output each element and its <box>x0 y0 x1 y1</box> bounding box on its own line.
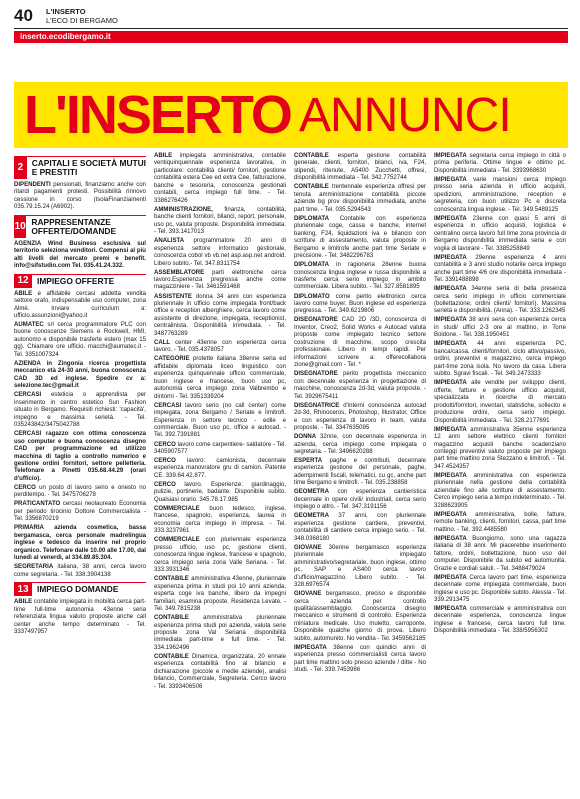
classified-ad: IMPIEGATA 34enne seria di bella presenza cerca serio impiego in ufficio commerciale (bollettazione, ordini clienti/ fornitori). Massima serietà e disponibilità. (Anna). - Tel. 333.1262345 <box>434 286 566 315</box>
classified-ad: AMMINISTRAZIONE, finanza, contabilità, banche clienti fornitori, bilanci, report, personale, uso pc, valuta proposte. Disponibilità immediata. - Tel. 393.1417013 <box>154 206 286 236</box>
classified-ad: DIPLOMATA Contabile con esperienza pluriennale coge, cassa e banche, internet banking, F24, liquidazioni iva e bilancio con scritture di assestamento, valuta proposte in Bergamo e limitrofe anche part time Seriate e precisione. - Tel. 3482296783 <box>294 215 426 260</box>
classified-ad: AZIENDA in Zingonia ricerca progettista meccanico età 24-30 anni, buona conoscenza CAD 3D ed inglese. Spedire cv a: selezione.tec@gmail.it <box>14 360 146 390</box>
classified-ad: CERCASI esteticia o apprendista per inserimento in centro estetico Sun Fashion situato in Bergamo. Requisiti richiesti: 'capacità', impegno e massima serietà. - Tel. 035243842/3475042788 <box>14 392 146 429</box>
classified-ad: IMPIEGATA Cerca lavoro part time, esperienza decennale come impiegata commerciale, buon inglese e uso pc. Disponibile subito. Alessia - Tel. 339.2913475 <box>434 574 566 603</box>
banner-title-bold: L'INSERTO <box>24 85 291 145</box>
classified-ad: ESPERTA paghe e contributi, decennale esperienza gestione del personale, paghe, adempimenti fiscali, telematici, cu gc, anche part time Bergamo e limitrofi. - Tel. 035.238858 <box>294 458 426 487</box>
classified-ad: CONTABILE amministrativa pluriennale esperienza prima studi poi azienda, valuta serie proposte zona Val Seriana disponibilità immediata part-time e full time. - Tel. 334.1962496 <box>154 615 286 651</box>
classified-ad: CERCO lavoro: camionista, decennale esperienza manovratore gru di camion. Patente CE. 339.64.42.877. <box>154 458 286 479</box>
classified-ad: ASSISTENTE donna 34 anni con esperienza pluriennale in ufficio come impiegata front/back office e reception alberghiere, cerca lavoro come assistente di direzione, impiegata, receptionist, centralinista. Disponibilità immediata. - Tel. 3487763289 <box>154 293 286 337</box>
section-title: IMPIEGO DOMANDE <box>37 584 119 595</box>
classified-ad: CERCASI ragazzo con ottima conoscenza uso computer e buona conoscenza disegno CAD per programmazione ed utilizzo macchina di taglio a controllo numerico e gestione ordini fornitori, settore pelletteria. Telefonare a Pinetti 035.68.44.29 (orari d'ufficio). <box>14 431 146 482</box>
classified-ad: IMPIEGATA amministrativa 35enne esperienza 12 anni settore elettrico clienti fornitori magazzino acquisti banche scadenziario contegqi preventivi valuto proposte per impiego part time mattino zona Stezzano e limitrofi. - Tel. 347.4524357 <box>434 426 566 470</box>
publication-name <box>46 7 118 25</box>
classified-ad: GIOVANE bergamasco, preciso e disponibile cerca azienda per controllo qualità/assemblaggio. Conoscenza disegno meccanico e strumenti di controllo. Esperienza miniatura medicale. Uso muletto, carroponte. Disponibile qualche giorno di prova. Libero subito, automunito. No vendita - Tel. 3459562185 <box>294 591 426 642</box>
classified-ad: GIOVANE 30enne bergamasco esperienza pluriennale impiegato amministrativo/segretariale, buon inglese, ottimo pc, SAP e AS400 cerca lavoro d'ufficio/magazzino. Libero subito. - Tel. 328.6976574 <box>294 544 426 589</box>
classified-ad: DIPLOMATO come perito elettronico cerca lavoro come buyer. Buon inglese ed esperienza pregressa. - Tel. 349.6219806 <box>294 293 426 315</box>
section-number: 2 <box>14 157 27 179</box>
classified-ad: CONTABILE trentennale esperienza offresi per tenuta amministrazione contabilità piccole aziende bg prov disponibilità immediata, anche part time. - Tel. 035.5294543 <box>294 184 426 213</box>
classified-ad: DISEGNATRICE d'interni conoscenza autocad 2d-3d, Rhinoceros, Photoshop, Illustrator, Office e con esperienza di lavoro in team, valuta proposte. - Tel. 3347635095 <box>294 402 426 432</box>
classified-ad: IMPIEGATA 23enne con quasi 5 anni di esperienza in ufficio acquisti, logistica e centralino cerca lavoro full time zona provincia di Bergamo disponibilità immediata seria e con voglia di lavorare - Tel. 3385258849 <box>434 215 566 252</box>
section-number: 12 <box>14 275 32 288</box>
classified-ad: CONTABILE amministrativa 43enne, pluriennale esperienza prima in studi poi 10 anni azienda, esperta coge iva banche, libero da impegni familiari, esamina proposte. Residenza Levate. - Tel. 349.7815238 <box>154 576 286 612</box>
column-4 <box>434 153 566 637</box>
classified-ad: AGENZIA Wind Business esclusiva sul territorio seleziona venditori. Compensi al più alti livelli del mercato premi e benefit. info@sifstudio.com Tel. 035.41.24.332. <box>14 240 146 270</box>
classified-ad: CATEGORIE protette italiana 38enne seria ed affidabile diplomata liceo linguistico con esperienza quinquennale ufficio commerciale, buon inglese e francese, buon uso pc, autonomia cerca impiego zona Valbrembo e dintorni - Tel. 3351339204 <box>154 356 286 400</box>
classified-ad: IMPIEGATA amministrativa con esperienza pluriennale nella gestione della contabilità aziendale fino alle scritture di assestamento. Cerco impiego seria a tempo indeterminato. - Tel. 3288623905 <box>434 472 566 509</box>
site-url[interactable]: inserto.ecodibergamo.it <box>20 32 111 41</box>
classified-ad: CERCASI lavoro serio (no call center) come impiegata, zona Bergamo / Seriate e limitrofi. Esperienza in settore tecnico - edile e commerciale. Buon uso pc, office e autocad. - Tel. 392.7391881 <box>154 402 286 439</box>
section-number: 13 <box>14 583 32 596</box>
banner-title-light: ANNUNCI <box>299 89 511 142</box>
classified-ad: ABILE contabile impiegata in mobilità cerca part-time full-time autonomia 43enne seria referenziata lingua valuto proposte anche call center anche tempo determinato - Tel. 3337497957 <box>14 599 146 635</box>
section-header <box>14 582 146 596</box>
classified-ad: CONTABILE Dinamica, organizzata, 20 ennale esperienza contabilità fino al bilancio e dichiarazione (piccole e medie aziende), analisi bilancio, Commerciale, Segreteria. Cerco lavoro - Tel. 3393406506 <box>154 653 286 690</box>
classified-ad: ABILE e affidabile cercasi addetta vendita settore orafo, indispensabile uso computer, zona Almè. Inviare curriculum a: ufficio.assunzioni@yahoo.it <box>14 290 146 319</box>
classified-ad: IMPIEGATA alle vendite per sviluppo clienti, offerte, fatture e gestione ufficio acquisti, specializzata in ricerche di mercato prodotti/fornitori, inventari, statistiche, sollecito e produzione ordini, cerca serio impiego. Disponibilità immediata. - Tel. 328.2177691 <box>434 380 566 424</box>
classified-ad: DONNA 32nne, con decennale esperienza in azienda, cerca impiego come impiegata o segretaria. - Tel. 3496620288 <box>294 434 426 455</box>
classified-ad: IMPIEGATA 38enne con quindici anni di esperienza presso commercialisti cerca lavoro part time mattino solo presso aziende / ditte - No studi. - Tel. 339.7453986 <box>294 644 426 674</box>
section-title: RAPPRESENTANZE OFFERTE/DOMANDE <box>31 216 117 236</box>
classified-ad: AUMATEC srl cerca programmatore PLC con buone conoscenze Siemens e Rockwell, HMI, autonomo e disponibile trasferte estero (max 15 gg). Chiamare ore ufficio. macchi@aumatec.it - Tel. 3351007324 <box>14 322 146 358</box>
classified-ad: IMPIEGATA commerciale e amministrativa con decennale esperienza, conoscenza lingue inglese e francese, cerca lavoro full time. Disponibilità immediata - Tel. 338/5956302 <box>434 606 566 635</box>
site-bar <box>14 31 568 43</box>
classified-ad: GEOMETRA con esperienza cantieristica decennale in opere civili/ industriali, cerca serio impiego o altro. - Tel. 347.3191156 <box>294 489 426 511</box>
section-header <box>14 215 146 238</box>
classified-ad: PRATICANTATO cercasi neolaureato Economia per periodo tirocinio Dottore Commercialista - Tel. 3356870219 <box>14 501 146 523</box>
classified-ad: IMPIEGATA segretaria cerca impiego in città o prima periferia. Ottime lingue e ottimo pc. Disponibilità immediata - Tel. 3393968630 <box>434 153 566 174</box>
page-number: 40 <box>14 6 33 25</box>
page-header <box>0 0 580 64</box>
classified-ad: DIPLOMATA in ragioneria 28enne buona conoscenza lingua inglese e russa disponibile a trasferte cerca serio impiego in ambito commerciale. Libera subito. - Tel. 327.8581895 <box>294 262 426 291</box>
classified-ad: CALL center 43enne con esperienza cerca lavoro. - Tel. 035.4378057 <box>154 339 286 354</box>
column-2 <box>154 153 286 693</box>
classified-ad: CONTABILE esperta gestione contabilità generale, clienti, fornitori, bilanci, iva, F24, stipendi, ritenute, A5400 Zucchetti, offresi, disponibilità immediata - Tel. 342.7752744 <box>294 153 426 182</box>
classified-ad: IMPIEGATA amministrativa, bolle, fatture, remote banking, clienti, fornitori, cassa, part time mattino. - Tel. 392.4485580 <box>434 511 566 533</box>
section-title: CAPITALI E SOCIETÀ MUTUI E PRESTITI <box>31 158 146 177</box>
column-1 <box>14 153 146 638</box>
classified-ad: IMPIEGATA Buongiorno, sono una ragazza italiana di 38 anni. Mi piacerebbe inserirmento fattore, ordini, bollettazione, buon uso del computer. Disponibile da subito ed automunita. Grazie e cordiali saluti. - Tel. 3488479024 <box>434 535 566 572</box>
publication-name-line2: L'ECO DI BERGAMO <box>46 16 118 25</box>
classified-ad: DISEGNATORE CAD 2D /3D, conoscenza di Inventor, Creo2, Solid Works e Autocad valuta proposte come impiegato tecnico settore costruzione di macchine, scopo crescita professionale. Libero in tempi rapidi. Per informazioni scrivere a: offerecollabora zione@gmail.com - Tel. * <box>294 317 426 369</box>
classified-ad: SEGRETARIA italiana, 38 anni, cerca lavoro come segretaria. - Tel. 338.3904138 <box>14 564 146 578</box>
classified-ad: ABILE impiegata amministrativa, contabile ventiquinquennale esperienza lavorativa, in particolare: contabilità clienti/ fornitori, gestione contabilità estera Cee ed extra Cee, fatturazione, banche e tesoreria, conoscenza gestionali contabili, cerca impiego full time. - Tel. 3386276426 <box>154 153 286 204</box>
classified-ad: IMPIEGATA 29enne esperienza 4 anni contabilità e 3 anni studio notarile cerca impiego anche part time 4/6 ore disponibilità immediata - Tel. 3391488898 <box>434 254 566 284</box>
classified-ad: ANALISTA programmatore 20 anni di esperienza settore informatico gestionale, conoscenza cobol vb vb.net asp.asp.net android. Libero subito.- Tel. 347.8311754 <box>154 238 286 267</box>
classified-ad: DIPENDENTI pensionati, finanziamo anche con ritardi pagamenti protesti. Possibilità rinnovo cessione in corso (IsolaFinanziamenti 035.79.15.24 (A6902). <box>14 182 146 211</box>
classified-ad: GEOMETRA 37 anni, con pluriennale esperienza gestione cantiere, preventivi, contabilità di cantiere cerca impiego serio. - Tel. 348.0368180 <box>294 513 426 542</box>
classified-ad: ASSEMBLATORE parti elettroniche cerca lavoro.Esperienza pregressa anche come magazziniere - Tel. 3461591468 <box>154 269 286 291</box>
classified-ad: CERCO lavoro. Esperienze: giardinaggio, pulizie, portinerie, badante. Disponibile subito. Qualsiasi orario. 345.78.17.985 <box>154 481 286 503</box>
classified-ad: CERCO un posto di lavoro serio e onesto no perditempo. - Tel. 3475706278 <box>14 484 146 499</box>
classified-ad: CERCO lavoro come carpentiere- saldatore - Tel. 3405907577 <box>154 441 286 455</box>
header-divider <box>14 28 568 29</box>
section-banner <box>14 82 568 148</box>
column-3 <box>294 153 426 676</box>
section-header <box>14 274 146 288</box>
section-number: 10 <box>14 216 26 238</box>
classified-ad: IMPIEGATA varie mansioni cerca impiego presso seria azienda in ufficio acquisti, spedizioni, amministrazione, reception e segreteria, con buon utilizzo Pc e discreta conoscenza lingua inglese. - Tel. 349.5489125 <box>434 176 566 213</box>
classified-ad: PRIMARIA azienda cosmetica, bassa bergamasca, cerca personale madrelingua inglese e tedesco da inserire nel proprio organico. Telefonare dalle 10.00 alle 17.00, dal lunedì al venerdì, al 334.89.85.304. <box>14 525 146 562</box>
classified-ad: COMMERCIALE con pluriennale esperienza presso ufficio, uso pc, gestione clienti, conoscenza lingue inglese, francese e spagnolo, cerca impiego seria zona Valle Seriana. - Tel. 333.3931346 <box>154 537 286 574</box>
classified-ad: IMPIEGATA 44 anni esperienza PC, banca/cassa, clienti/fornitori, ciclo attivo/passivo, ordini, preventivi e magazzino, cerca impiego part-time zona isola. No lavoro da casa. Libera subito. Sgravi fiscali. - Tel. 349.2473333 <box>434 341 566 378</box>
section-header <box>14 156 146 179</box>
publication-name-line1: L'INSERTO <box>46 7 86 16</box>
section-title: IMPIEGO OFFERTE <box>37 275 115 286</box>
classified-ad: DISEGNATORE perito progettista meccanico con decennale esperienza in progettazione di macchine, conoscenza 2d-3d, valuta proposte. - Tel. 3929675411 <box>294 371 426 400</box>
classified-ad: COMMERCIALE buon tedesco, inglese, francese, spagnolo, esperienza, laurea in economia cerca impiego in impresa. - Tel. 333.3237961 <box>154 505 286 535</box>
classified-ad: IMPIEGATA 38 anni seria con esperienza cerca in studi/ uffici 2-3 ore al mattino, in Torre Boldone. - Tel. 338.1950451 <box>434 317 566 339</box>
